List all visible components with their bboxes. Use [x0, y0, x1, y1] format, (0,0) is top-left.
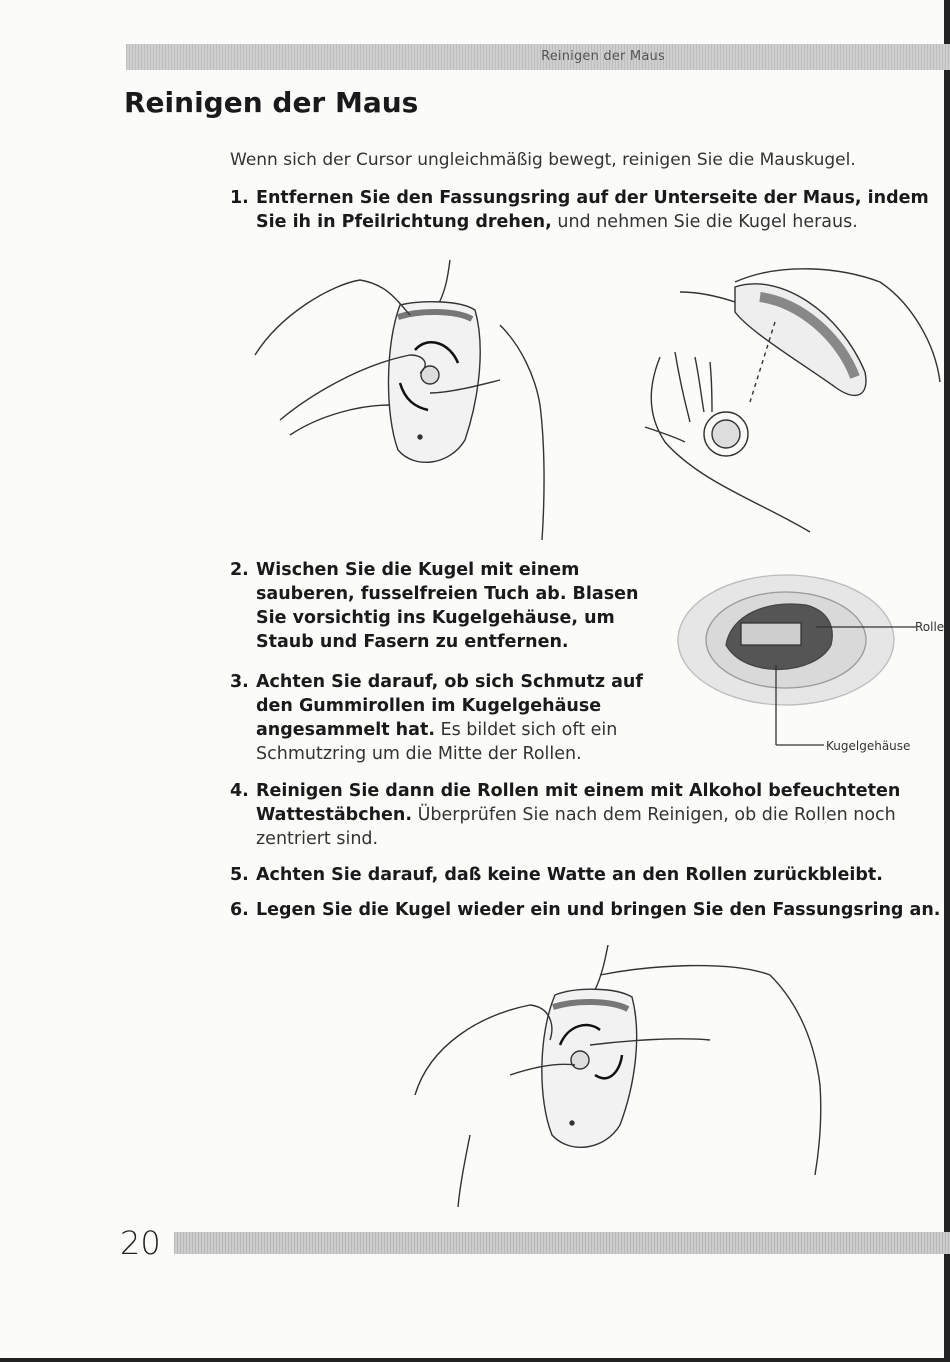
callout-kugelgehaeuse: Kugelgehäuse: [826, 739, 911, 753]
step-1: [230, 186, 950, 234]
scan-bottom-edge: [0, 1358, 950, 1362]
step-number: 5.: [230, 865, 249, 885]
kugelgehaeuse-leader: [776, 740, 824, 750]
step-number: 4.: [230, 781, 249, 801]
take-out-ball-illustration: [640, 262, 945, 542]
reattach-ring-illustration: [410, 945, 830, 1210]
step-5-bold: Achten Sie darauf, daß keine Watte an den Rollen zurückbleibt.: [256, 865, 883, 885]
step-4: [230, 779, 950, 851]
running-header: [126, 44, 950, 70]
step-number: 3.: [230, 672, 249, 692]
intro-text: Wenn sich der Cursor ungleichmäßig bewegt, reinigen Sie die Mauskugel.: [230, 150, 856, 170]
remove-ring-illustration: [250, 255, 550, 545]
step-6: [230, 898, 950, 922]
step-3-bold: Achten Sie darauf, ob sich Schmutz auf den Gummirollen im Kugelgehäuse angesammelt hat.: [256, 672, 643, 740]
step-1-normal: und nehmen Sie die Kugel heraus.: [551, 212, 858, 232]
step-5: [230, 863, 950, 887]
step-2-bold: Wischen Sie die Kugel mit einem sauberen, fusselfreien Tuch ab. Blasen Sie vorsichtig ins Kugelgehäuse, um Staub und Fasern zu entfernen.: [256, 560, 639, 652]
step-2: [230, 558, 660, 654]
page-number: 20: [120, 1224, 161, 1262]
step-4-normal: Überprüfen Sie nach dem Reinigen, ob die Rollen noch zentriert sind.: [256, 805, 896, 849]
ball-housing-illustration: [676, 565, 950, 745]
step-4-bold: Reinigen Sie dann die Rollen mit einem mit Alkohol befeuchteten Wattestäbchen.: [256, 781, 901, 825]
footer-bar: [174, 1232, 950, 1254]
step-1-bold: Entfernen Sie den Fassungsring auf der Unterseite der Maus, indem Sie ih in Pfeilrichtung drehen,: [256, 188, 929, 232]
step-number: 6.: [230, 900, 249, 920]
callout-rollen: Rolle: [915, 620, 945, 634]
step-3-normal: Es bildet sich oft ein Schmutzring um die Mitte der Rollen.: [256, 720, 618, 764]
step-number: 1.: [230, 188, 249, 208]
step-number: 2.: [230, 560, 249, 580]
running-header-title: Reinigen der Maus: [541, 49, 665, 64]
step-6-bold: Legen Sie die Kugel wieder ein und bringen Sie den Fassungsring an.: [256, 900, 941, 920]
page-title: Reinigen der Maus: [124, 86, 419, 119]
step-3: [230, 670, 660, 766]
